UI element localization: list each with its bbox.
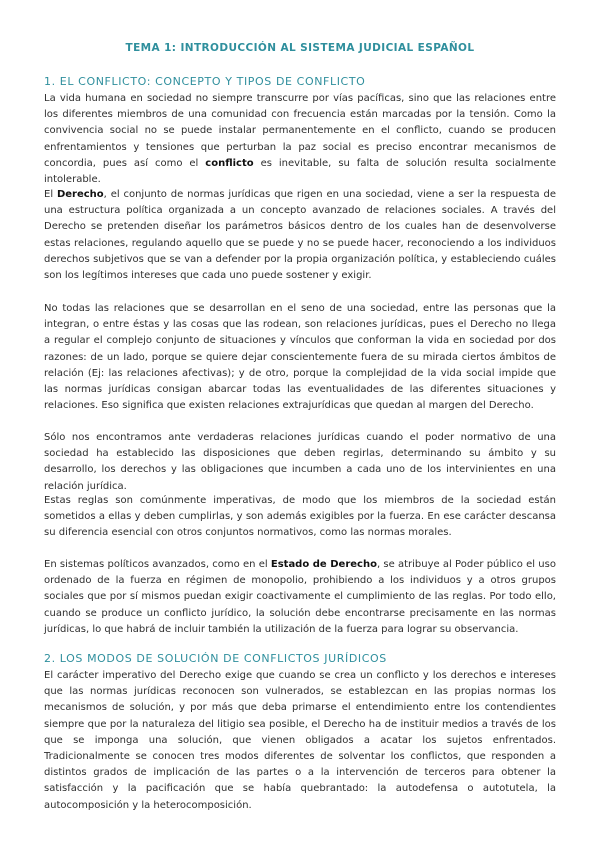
bold-term-conflicto: conflicto: [205, 157, 254, 169]
paragraph-1-1: [44, 91, 556, 188]
bold-term-derecho: Derecho: [56, 189, 104, 200]
paragraph-1-2: [44, 187, 556, 284]
page-title: TEMA 1: INTRODUCCIÓN AL SISTEMA JUDICIAL ESPAÑOL: [125, 42, 475, 54]
paragraph-text: La vida humana en sociedad no siempre transcurre por vías pacíficas, sino que las relaciones entre los diferentes miembros de una comunidad con frecuencia están marcadas por la tensión. Como la convivencia social no se puede instalar permanentemente en el conflicto, cuando se producen enfrentamientos y tensiones que perturban la paz social es preciso encontrar mecanismos de concordia, pues así como el: [44, 93, 556, 169]
paragraph-2-1: El carácter imperativo del Derecho exige que cuando se crea un conflicto y los derechos e intereses que las normas jurídicas reconocen son vulnerados, se establezcan en las propias normas los mecanismos de solución, y por más que deba primarse el entendimiento entre los contendientes siempre que por la naturaleza del litigio sea posible, el Derecho ha de instituir medios a través de los que se imponga una solución, que vienen obligados a acatar los sujetos enfrentados. Tradicionalmente se conocen tres modos diferentes de solventar los conflictos, que responden a distintos grados de implicación de las partes o a la intervención de terceros para obtener la satisfacción y la pacificación que se había quebrantado: la autodefensa o autotutela, la autocomposición y la heterocomposición.: [44, 670, 556, 811]
paragraph-1-6: [44, 557, 556, 638]
paragraph-text: , se atribuye al Poder público el uso ordenado de la fuerza en régimen de monopolio, prohibiendo a los individuos y a otros grupos sociales que por sí mismos puedan exigir coactivamente el cumplimiento de las reglas. Por todo ello, cuando se produce un conflicto jurídico, la solución debe encontrarse precisamente en las normas jurídicas, lo que habrá de incluir también la utilización de la fuerza para lograr su observancia.: [44, 559, 556, 635]
bold-term-estado-de-derecho: Estado de Derecho: [270, 559, 377, 570]
paragraph-text: , el conjunto de normas jurídicas que rigen en una sociedad, viene a ser la respuesta de una estructura política organizada a un concepto avanzado de relaciones sociales. A través del Derecho se pretenden diseñar los parámetros básicos dentro de los cuales han de desenvolverse estas relaciones, regulando aquello que se puede y no se puede hacer, reconociendo a los individuos derechos subjetivos que se van a defender por la propia organización política, y estableciendo cuáles son los legítimos intereses que cada uno puede sostener y exigir.: [44, 189, 557, 282]
section-2-heading: 2. LOS MODOS DE SOLUCIÓN DE CONFLICTOS JURÍDICOS: [44, 652, 387, 665]
paragraph-text: El: [44, 189, 57, 200]
paragraph-1-3: No todas las relaciones que se desarrollan en el seno de una sociedad, entre las personas que la integran, o entre éstas y las cosas que las rodean, son relaciones jurídicas, pues el Derecho no llega a regular el complejo conjunto de situaciones y vínculos que conforman la vida en sociedad por dos razones: de un lado, porque se quiere dejar conscientemente fuera de su mirada ciertos ámbitos de relación (Ej: las relaciones afectivas); y de otro, porque la complejidad de la vida social impide que las normas jurídicas consigan abarcar todas las eventualidades de las diferentes situaciones y relaciones. Eso significa que existen relaciones extrajurídicas que quedan al margen del Derecho.: [44, 303, 556, 412]
section-1-heading: 1. EL CONFLICTO: CONCEPTO Y TIPOS DE CONFLICTO: [44, 75, 366, 88]
paragraph-text: En sistemas políticos avanzados, como en el: [44, 559, 271, 570]
paragraph-1-4: Sólo nos encontramos ante verdaderas relaciones jurídicas cuando el poder normativo de una sociedad ha establecido las disposiciones que deben regirlas, determinando su ámbito y su desarrollo, los derechos y las obligaciones que incumben a cada uno de los intervinientes en una relación jurídica.: [44, 432, 556, 492]
paragraph-text: es inevitable, su falta de solución resulta socialmente intolerable.: [44, 157, 557, 186]
paragraph-1-5: Estas reglas son comúnmente imperativas, de modo que los miembros de la sociedad están sometidos a ellas y deben cumplirlas, y son además exigibles por la fuerza. En ese carácter descansa su diferencia esencial con otros conjuntos normativos, como las normas morales.: [44, 495, 556, 539]
